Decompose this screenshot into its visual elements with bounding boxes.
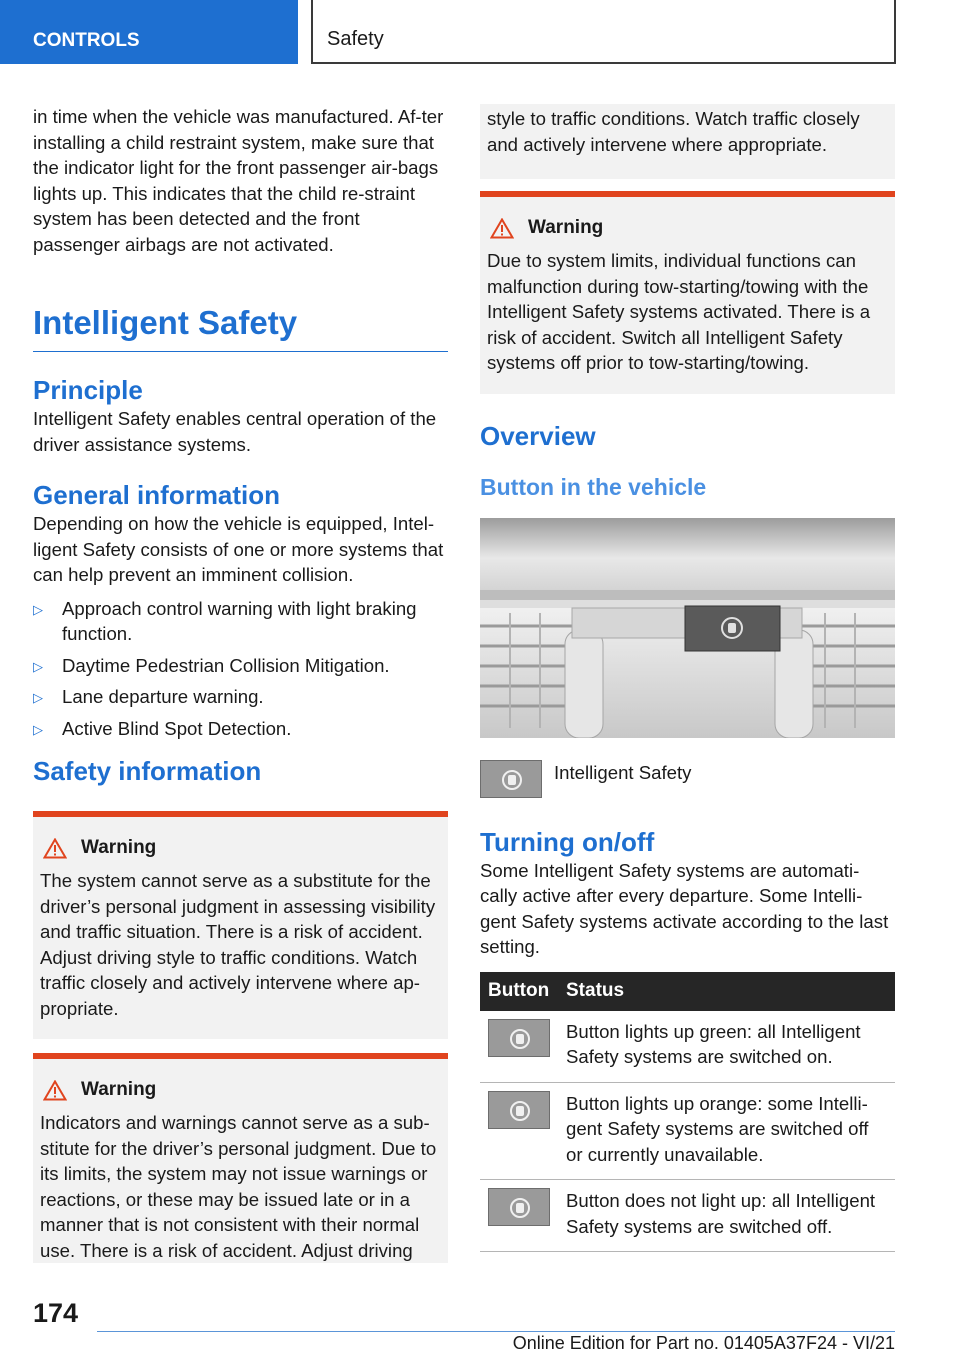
turning-on-off-heading: Turning on/off <box>480 826 655 857</box>
intelligent-safety-button-icon <box>480 760 542 798</box>
warning-box <box>33 811 448 1039</box>
list-item: ▷ Lane departure warning. <box>33 684 448 710</box>
button-in-vehicle-heading: Button in the vehicle <box>480 473 707 500</box>
warning-triangle-icon <box>490 218 514 239</box>
intelligent-safety-button-icon <box>488 1091 550 1129</box>
warning-triangle-icon <box>43 1080 67 1101</box>
legend-label: Intelligent Safety <box>554 761 692 783</box>
chapter-heading: Intelligent Safety <box>33 303 448 352</box>
status-cell: Button lights up green: all Intelligent Safety systems are switched on. <box>558 1011 895 1083</box>
warning-title: Warning <box>528 217 604 238</box>
status-cell: Button lights up orange: some Intelli-gent Safety systems are switched off or currently unavailable. <box>558 1082 895 1180</box>
button-status-table <box>480 972 895 1253</box>
principle-text: Intelligent Safety enables central operation of the driver assistance systems. <box>33 408 437 455</box>
systems-list <box>33 596 448 742</box>
intro-paragraph: in time when the vehicle was manufactured. Af-ter installing a child restraint system, make sure that the indicator light for the front passenger air-bags lights up. This indicates that the child re-straint system has been detected and the front passenger airbags are not activated. <box>33 106 444 255</box>
section-tab: CONTROLS <box>0 0 298 64</box>
table-header-row <box>480 972 895 1011</box>
page-number: 174 <box>33 1298 79 1328</box>
status-cell: Button does not light up: all Intelligent Safety systems are switched off. <box>558 1180 895 1252</box>
warning-box <box>480 191 895 394</box>
turning-on-off-text: Some Intelligent Safety systems are automati-cally active after every departure. Some Intelli-gent Safety systems activate according to the last setting. <box>480 859 889 957</box>
overview-heading: Overview <box>480 420 596 451</box>
table-row <box>480 1180 895 1252</box>
list-item: ▷ Daytime Pedestrian Collision Mitigation. <box>33 653 448 679</box>
table-row <box>480 1082 895 1180</box>
warning-text: Due to system limits, individual functions can malfunction during tow-starting/towing with the Intelligent Safety systems activated. There is a risk of accident. Switch all Intelligent Safety systems off prior to tow-starting/towing. <box>487 250 871 373</box>
triangle-bullet-icon: ▷ <box>33 658 43 674</box>
footer-divider <box>97 1331 895 1332</box>
intelligent-safety-button-icon <box>488 1188 550 1226</box>
warning-title: Warning <box>81 837 157 858</box>
triangle-bullet-icon: ▷ <box>33 601 43 617</box>
safety-info-heading: Safety information <box>33 756 262 786</box>
column-header-button: Button <box>480 972 558 1011</box>
dashboard-vents-illustration <box>480 518 895 738</box>
warning-title: Warning <box>81 1079 157 1100</box>
warning-box <box>33 1053 448 1263</box>
right-column <box>480 104 895 1252</box>
list-item: ▷ Active Blind Spot Detection. <box>33 716 448 742</box>
warning-text: Indicators and warnings cannot serve as a sub-stitute for the driver’s personal judgment. Due to its limits, the system may not issue warnings or reactions, or these may be issued late or in a manner that is not consistent with their normal use. There is a risk of accident. Adjust driving <box>40 1112 437 1261</box>
principle-heading: Principle <box>33 375 143 405</box>
warning-triangle-icon <box>43 838 67 859</box>
warning-text: The system cannot serve as a substitute for the driver’s personal judgment in assessing visibility and traffic situation. There is a risk of accident. Adjust driving style to traffic conditions. Watch traffic closely and actively intervene where ap-propriate. <box>40 870 436 1019</box>
intelligent-safety-button-icon <box>488 1019 550 1057</box>
warning-continuation <box>480 104 895 179</box>
list-item: ▷ Approach control warning with light braking function. <box>33 597 417 644</box>
column-header-status: Status <box>558 972 895 1011</box>
chapter-tab: Safety <box>311 0 896 64</box>
triangle-bullet-icon: ▷ <box>33 721 43 737</box>
vehicle-button-photo <box>480 518 895 738</box>
page-header <box>0 0 960 66</box>
warning-text: style to traffic conditions. Watch traffic closely and actively intervene where appropriate. <box>487 108 860 155</box>
table-row <box>480 1011 895 1083</box>
general-info-text: Depending on how the vehicle is equipped, Intel-ligent Safety consists of one or more systems that can help prevent an imminent collision. <box>33 513 444 585</box>
edition-footer: Online Edition for Part no. 01405A37F24 - VI/21 <box>512 1333 895 1353</box>
left-column <box>33 104 448 1263</box>
general-info-heading: General information <box>33 480 281 510</box>
legend-row <box>480 760 895 798</box>
triangle-bullet-icon: ▷ <box>33 690 43 705</box>
